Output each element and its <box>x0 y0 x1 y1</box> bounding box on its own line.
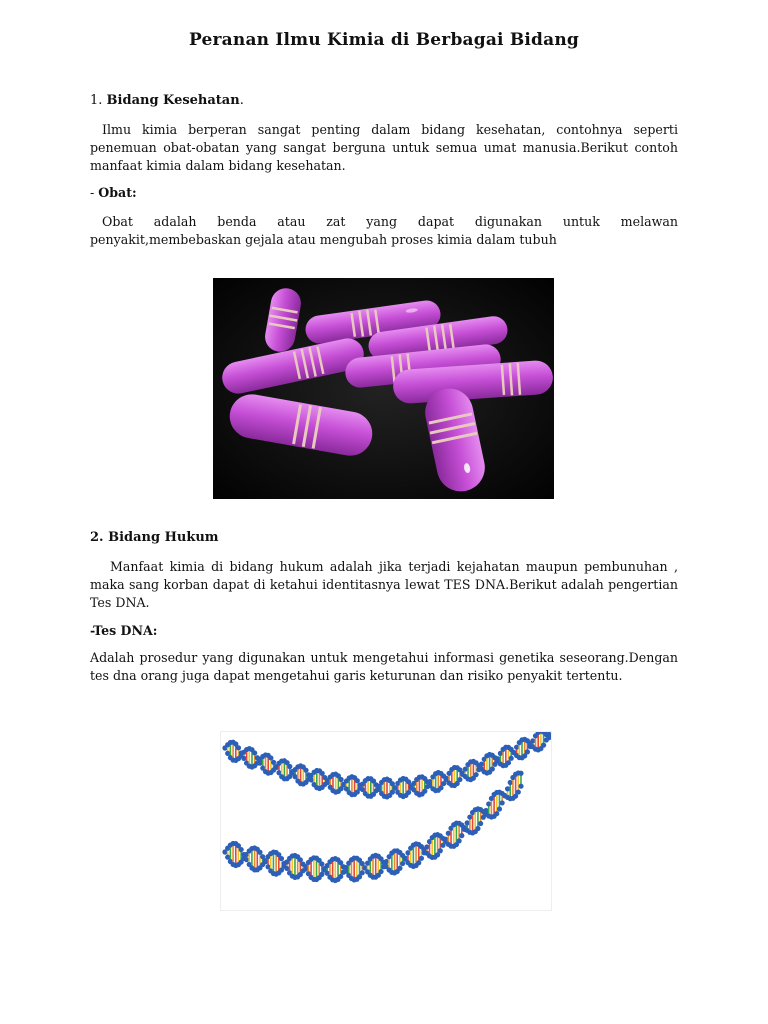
section1-title: Bidang Kesehatan <box>106 93 240 108</box>
obat-prefix: - <box>90 185 99 200</box>
section1-title-suffix: . <box>239 93 244 108</box>
dna-illustration <box>221 732 551 910</box>
section2-title: 2. Bidang Hukum <box>90 530 219 545</box>
dna-helix-upper <box>222 732 551 800</box>
section2-intro: Manfaat kimia di bidang hukum adalah jika terjadi kejahatan maupun pembunuhan , maka sang korban dapat di ketahui identitasnya lewat TES DNA.Berikut adalah pengertian Tes DNA. <box>90 559 678 610</box>
dna-double-helix-image <box>220 731 552 911</box>
obat-definition: Obat adalah benda atau zat yang dapat digunakan untuk melawan penyakit,membebaskan gejala atau mengubah proses kimia dalam tubuh <box>90 214 678 247</box>
section1-intro: Ilmu kimia berperan sangat penting dalam bidang kesehatan, contohnya seperti penemuan obat-obatan yang sangat berguna untuk semua umat manusia.Berikut contoh manfaat kimia dalam bidang kesehatan. <box>90 122 678 173</box>
section1-heading <box>90 92 244 110</box>
tes-dna-heading <box>90 622 157 640</box>
obat-heading <box>90 184 137 202</box>
tes-dna-label: -Tes DNA: <box>90 623 158 638</box>
obat-label: Obat: <box>98 185 137 200</box>
tes-dna-definition: Adalah prosedur yang digunakan untuk mengetahui informasi genetika seseorang.Dengan tes dna orang juga dapat mengetahui garis keturunan dan risiko penyakit tertentu. <box>90 650 678 683</box>
purple-capsules-photo <box>213 278 554 499</box>
section2-heading <box>90 529 219 547</box>
section1-number: 1. <box>90 93 103 108</box>
page-title: Peranan Ilmu Kimia di Berbagai Bidang <box>188 30 580 50</box>
capsules-illustration <box>213 278 554 499</box>
